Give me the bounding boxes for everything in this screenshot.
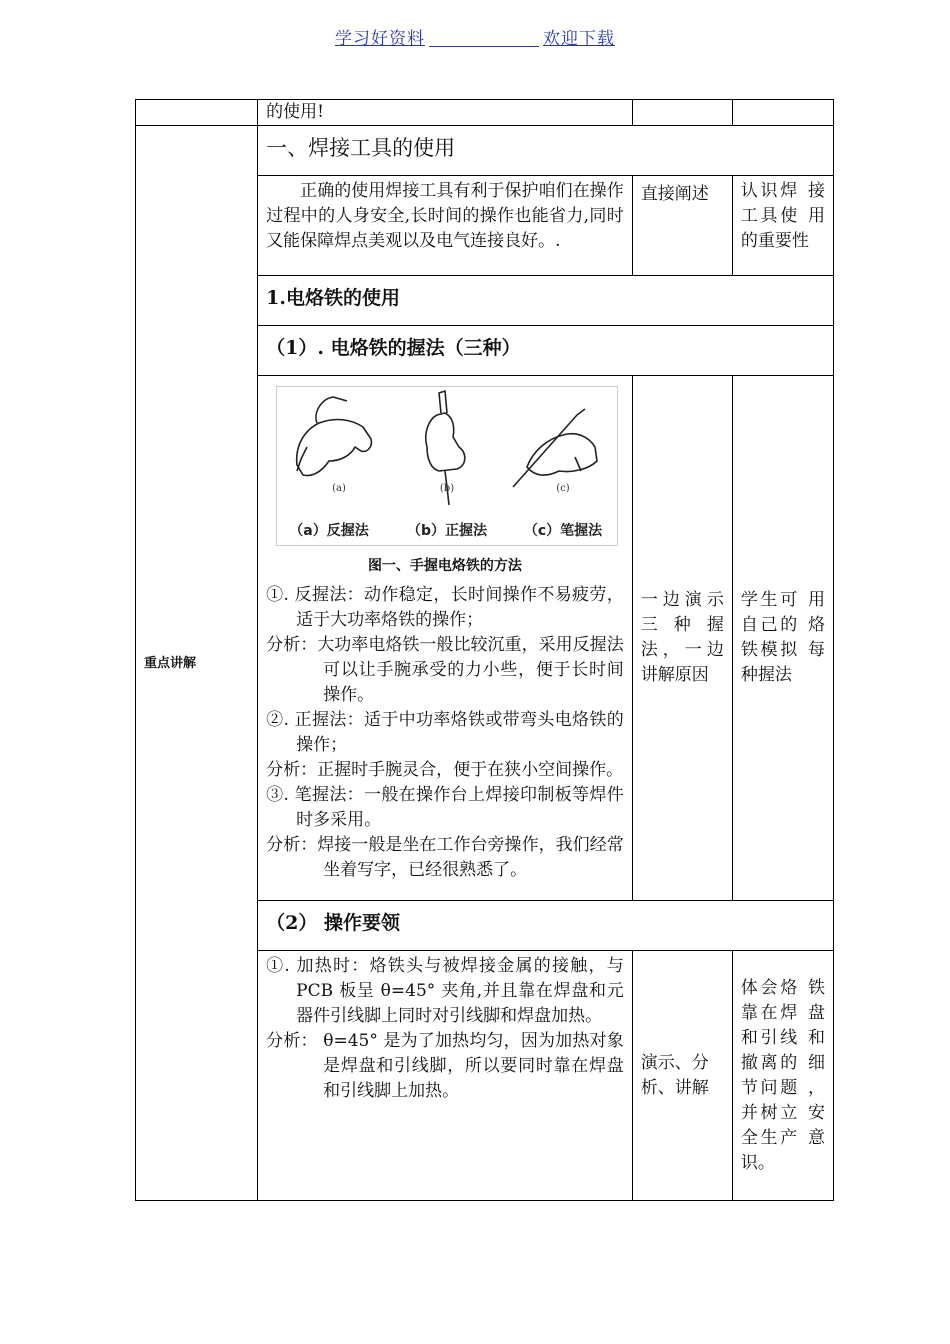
section-heading: （1）. 电烙铁的握法（三种） xyxy=(258,326,834,376)
section-heading: （2） 操作要领 xyxy=(258,901,834,951)
header-divider xyxy=(429,32,539,47)
grip-item-1: ①. 反握法：动作稳定，长时间操作不易疲劳，适于大功率烙铁的操作； xyxy=(266,585,624,630)
hand-a-icon xyxy=(297,420,372,476)
op-item-1: ①. 加热时：烙铁头与被焊接金属的接触，与 PCB 板呈 θ=45° 夹角,并且靠在焊盘和元器件引线脚上同时对引线脚和焊盘加热。 xyxy=(266,956,624,1026)
sub-label-a: (a) xyxy=(332,483,347,494)
grip-item-3: ③. 笔握法：一般在操作台上焊接印制板等焊件时多采用。 xyxy=(266,785,624,830)
key-label: 重点讲解 xyxy=(136,126,258,1201)
intro-text: 正确的使用焊接工具有利于保护咱们在操作过程中的人身安全,长时间的操作也能省力,同时又能保障焊点美观以及电气连接良好。. xyxy=(258,176,633,276)
cell-empty xyxy=(136,100,258,126)
grip-goal: 学生可 用自己的 烙铁模拟 每种握法 xyxy=(732,376,833,901)
grip-method: 一边演示三 种 握法，一边讲解原因 xyxy=(632,376,732,901)
grip-item-2: ②. 正握法：适于中功率烙铁或带弯头电烙铁的操作； xyxy=(266,710,624,755)
op-goal: 体会烙 铁靠在焊 盘和引线 和撤离的 细节问题 ，并树立 安全生产 意识。 xyxy=(732,951,833,1201)
op-cell xyxy=(258,951,633,1201)
sub-label-c: (c) xyxy=(556,483,570,494)
hand-b-icon xyxy=(426,413,465,471)
grip-analysis-1: 分析：大功率电烙铁一般比较沉重，采用反握法可以让手腕承受的力小些，便于长时间操作。 xyxy=(266,635,624,705)
op-method: 演示、分析、讲解 xyxy=(632,951,732,1201)
cell-empty xyxy=(632,100,732,126)
table-row xyxy=(136,126,834,176)
figure-caption: 图一、手握电烙铁的方法 xyxy=(367,558,522,574)
page-header xyxy=(0,24,950,49)
grip-analysis-3: 分析：焊接一般是坐在工作台旁操作，我们经常坐着写字，已经很熟悉了。 xyxy=(266,835,624,880)
section-heading: 1.电烙铁的使用 xyxy=(258,276,834,326)
cell-empty xyxy=(732,100,833,126)
op-analysis-1: 分析： θ=45° 是为了加热均匀，因为加热对象是焊盘和引线脚，所以要同时靠在焊盘和引线脚上加热。 xyxy=(266,1031,624,1101)
hand-c-icon xyxy=(527,434,597,475)
table-row xyxy=(136,100,834,126)
grip-illustration xyxy=(277,387,617,545)
intro-method: 直接阐述 xyxy=(632,176,732,276)
label-b: （b）正握法 xyxy=(407,523,488,539)
intro-goal: 认识焊 接工具使 用的重要性 xyxy=(732,176,833,276)
lesson-table xyxy=(135,99,834,1201)
grip-cell xyxy=(258,376,633,901)
cell-content: 的使用! xyxy=(258,100,633,126)
section-heading: 一、焊接工具的使用 xyxy=(258,126,834,176)
header-right: 欢迎下载 xyxy=(543,29,615,49)
label-c: （c）笔握法 xyxy=(524,523,603,539)
grip-analysis-2: 分析：正握时手腕灵合，便于在狭小空间操作。 xyxy=(266,760,624,780)
label-a: （a）反握法 xyxy=(289,523,369,539)
header-left: 学习好资料 xyxy=(335,29,425,49)
grip-figure xyxy=(276,386,618,546)
sub-label-b: (b) xyxy=(440,483,455,494)
